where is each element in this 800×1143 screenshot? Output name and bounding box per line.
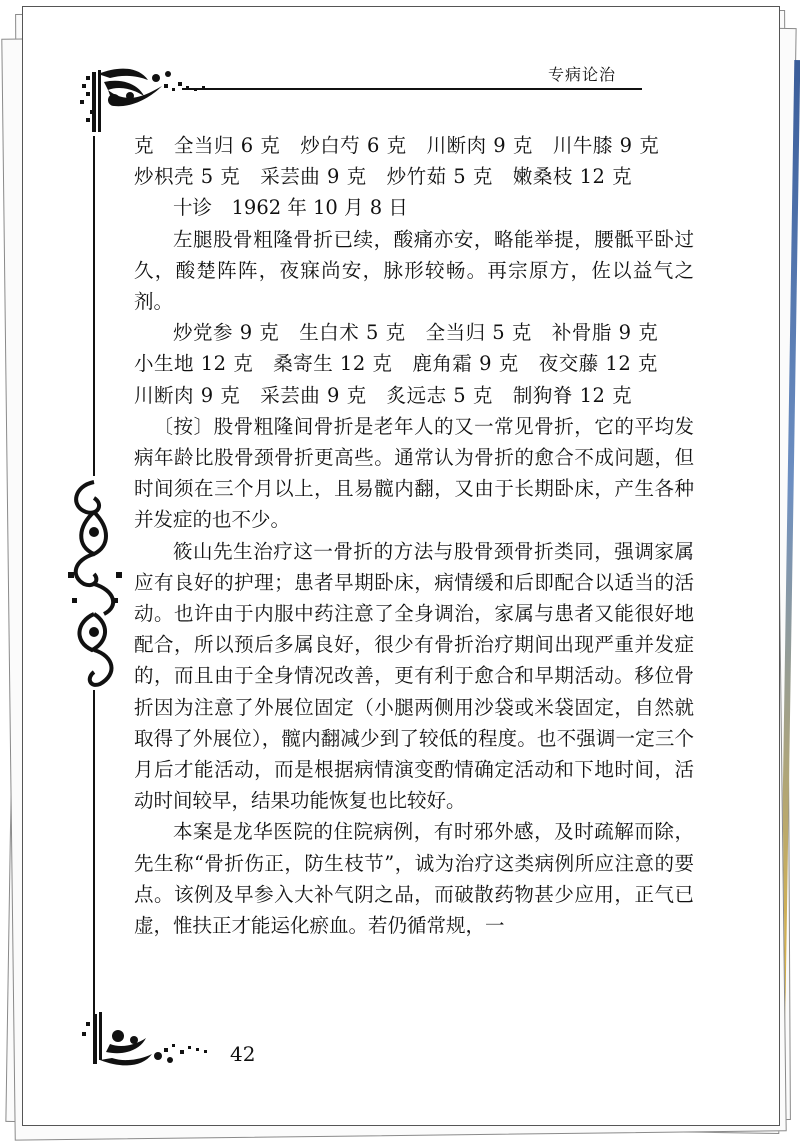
running-header-title: 专病论治 [548, 65, 617, 84]
commentary-paragraph: 〔按〕股骨粗隆间骨折是老年人的又一常见骨折，它的平均发病年龄比股骨颈骨折更高些。通常认为骨折的愈合不成问题，但时间须在三个月以上，且易髋内翻，又由于长期卧床，产生各种并发症的也不少。 [134, 414, 694, 532]
case-paragraph: 左腿股骨粗隆骨折已续，酸痛亦安，略能举提，腰骶平卧过久，酸楚阵阵，夜寐尚安，脉形较畅。再宗原方，佐以益气之剂。 [134, 227, 694, 314]
prescription-line: 炒枳壳 5 克 采芸曲 9 克 炒竹茹 5 克 嫩桑枝 12 克 [134, 165, 633, 189]
prescription-line: 炒党参 9 克 生白术 5 克 全当归 5 克 补骨脂 9 克 [173, 321, 659, 345]
left-rule-lower [93, 690, 95, 1020]
body-text [134, 130, 694, 941]
top-left-ornament-icon [78, 66, 228, 136]
page-number: 42 [230, 1042, 256, 1066]
prescription-line: 小生地 12 克 桑寄生 12 克 鹿角霜 9 克 夜交藤 12 克 [134, 352, 658, 376]
left-rule-upper [93, 136, 95, 476]
prescription-line: 克 全当归 6 克 炒白芍 6 克 川断肉 9 克 川牛膝 9 克 [134, 134, 660, 157]
side-scroll-ornament-icon [64, 476, 126, 690]
commentary-paragraph: 本案是龙华医院的住院病例，有时邪外感，及时疏解而除，先生称“骨折伤正，防生枝节”，诚为治疗这类病例所应注意的要点。该例及早参入大补气阴之品，而破散药物甚少应用，正气已虚，惟扶正才能运化瘀血。若仍循常规，一 [134, 820, 694, 938]
prescription-line: 川断肉 9 克 采芸曲 9 克 炙远志 5 克 制狗脊 12 克 [134, 383, 633, 407]
header-rule [182, 88, 642, 90]
visit-heading: 十诊 1962 年 10 月 8 日 [173, 196, 408, 220]
commentary-paragraph: 筱山先生治疗这一骨折的方法与股骨颈骨折类同，强调家属应有良好的护理；患者早期卧床，病情缓和后即配合以适当的活动。也许由于内服中药注意了全身调治，家属与患者又能很好地配合，所以预后多属良好，很少有骨折治疗期间出现严重并发症的，而且由于全身情况改善，更有利于愈合和早期活动。移位骨折因为注意了外展位固定（小腿两侧用沙袋或米袋固定，自然就取得了外展位），髋内翻减少到了较低的程度。也不强调一定三个月后才能活动，而是根据病情演变酌情确定活动和下地时间，活动时间较早，结果功能恢复也比较好。 [134, 539, 694, 813]
bottom-left-ornament-icon [80, 1012, 230, 1072]
